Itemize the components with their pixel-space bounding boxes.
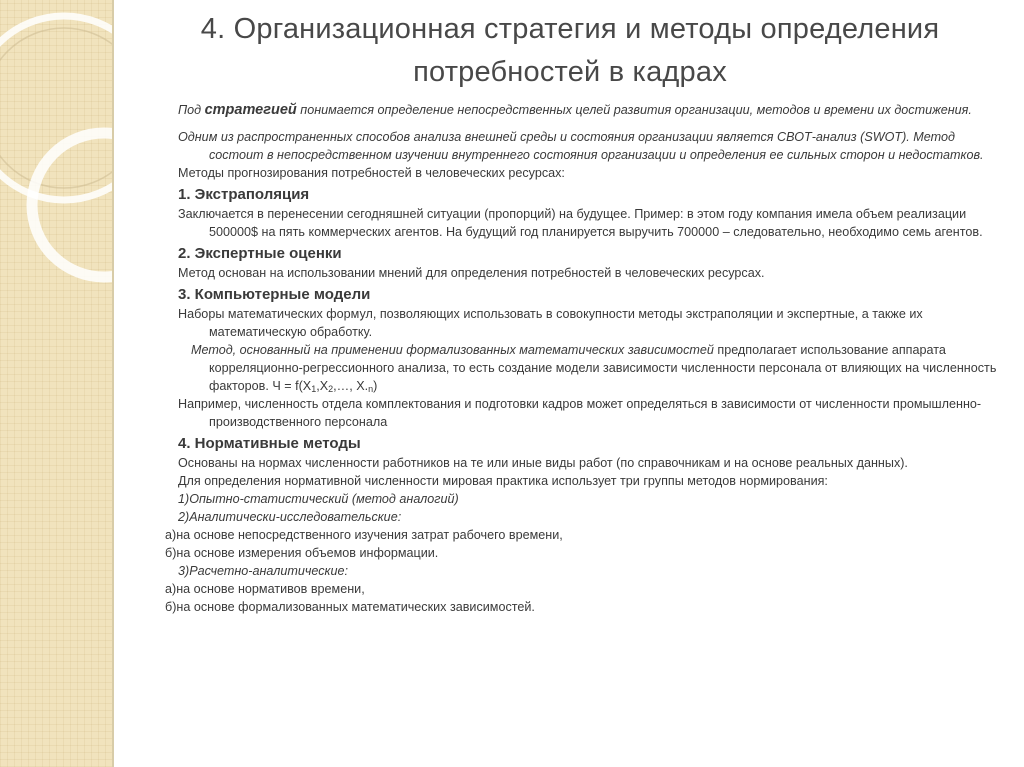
decorative-rings-graphic <box>0 0 112 767</box>
computer-models-text: Наборы математических формул, позволяющих использовать в совокупности методы экстраполяции и экспертные, а также их математическую обработку. <box>178 307 923 339</box>
extrapolation-text: Заключается в перенесении сегодняшней ситуации (пропорций) на будущее. Пример: в этом году компания имела объем реализации 500000$ на пять коммерческих агентов. На будущий год планируется выручить 700000 – следовательно, необходимо семь агентов. <box>178 207 983 239</box>
group-1: 1)Опытно-статистический (метод аналогий) <box>178 492 459 506</box>
example-text: Например, численность отдела комплектования и подготовки кадров может определяться в зависимости от численности промышленно-производственного персонала <box>178 397 982 429</box>
page-title <box>130 8 1010 94</box>
normative-text: Основаны на нормах численности работников на те или иные виды работ (по справочникам и на основе реальных данных). <box>178 456 908 470</box>
formalized-method-rest: предполагает использование аппарата корреляционно-регрессионного анализа, то есть создание модели зависимости численности персонала от влияющих на численность факторов. <box>209 343 997 393</box>
section-heading-extrapolation: 1. Экстраполяция <box>178 186 310 203</box>
group-2: 2)Аналитически-исследовательские: <box>178 510 402 524</box>
formula-ellipsis: ,…, X. <box>333 379 369 393</box>
page-title-line1: 4. Организационная стратегия и методы определения <box>200 13 940 45</box>
strategy-definition <box>178 101 998 119</box>
group-2-item-a: а)на основе непосредственного изучения затрат рабочего времени, <box>165 528 563 542</box>
group-2-item-b: б)на основе измерения объемов информации. <box>165 546 439 560</box>
group-3-item-a: а)на основе нормативов времени, <box>165 582 365 596</box>
forecast-methods-intro: Методы прогнозирования потребностей в человеческих ресурсах: <box>178 166 565 180</box>
formula <box>272 379 377 393</box>
strategy-definition-lead: Под <box>178 103 205 117</box>
formula-prefix: Ч = f(X <box>272 379 312 393</box>
sidebar-divider <box>112 0 114 767</box>
section-heading-expert: 2. Экспертные оценки <box>178 245 342 262</box>
formula-suffix: ) <box>373 379 378 393</box>
strategy-term: стратегией <box>204 102 297 118</box>
normative-groups-intro: Для определения нормативной численности мировая практика использует три группы методов нормирования: <box>178 474 828 488</box>
swot-paragraph: Одним из распространенных способов анализа внешней среды и состояния организации является СВОТ-анализ (SWOT). Метод состоит в непосредственном изучении внутреннего состояния организации и определения ее сильных сторон и недостатков. <box>178 130 984 162</box>
formula-comma: ,X <box>316 379 329 393</box>
group-3: 3)Расчетно-аналитические: <box>178 564 349 578</box>
section-heading-normative: 4. Нормативные методы <box>178 435 361 452</box>
formula-sub-1: 1 <box>311 384 317 394</box>
strategy-definition-rest: понимается определение непосредственных целей развития организации, методов и времени их достижения. <box>296 103 972 117</box>
formalized-method-text <box>178 341 998 395</box>
group-3-item-b: б)на основе формализованных математических зависимостей. <box>165 600 535 614</box>
page-title-line2: потребностей в кадрах <box>413 56 727 88</box>
main-content <box>165 101 998 616</box>
section-heading-computer-models: 3. Компьютерные модели <box>178 286 371 303</box>
decorative-sidebar <box>0 0 112 767</box>
expert-text: Метод основан на использовании мнений для определения потребностей в человеческих ресурсах. <box>178 266 765 280</box>
formula-sub-2: 2 <box>328 384 334 394</box>
formula-sub-n: n <box>368 384 374 394</box>
formalized-method-term: Метод, основанный на применении формализованных математических зависимостей <box>191 343 714 357</box>
